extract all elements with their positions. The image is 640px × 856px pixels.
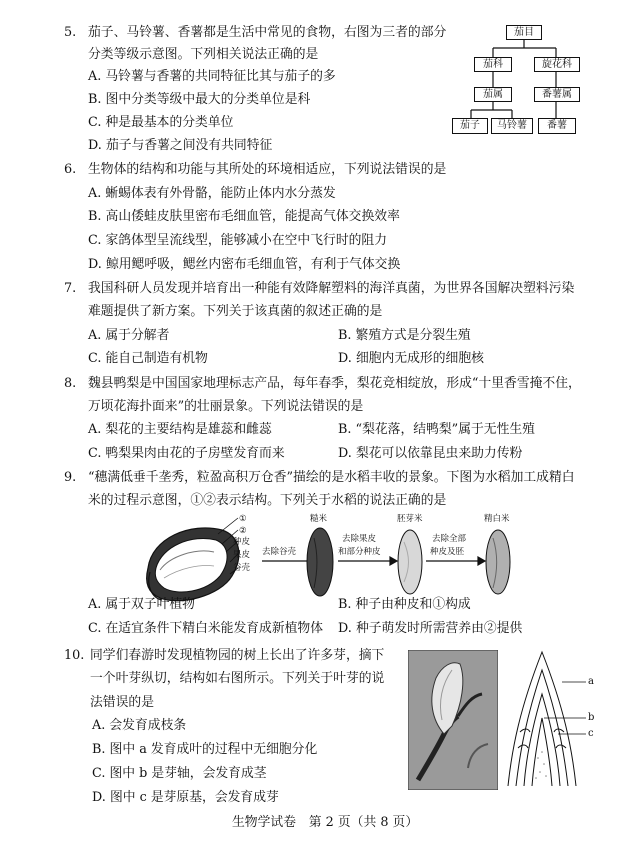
option-b: B. “梨花落，结鸭梨”属于无性生殖	[338, 422, 535, 437]
bud-label-a: a	[588, 676, 594, 687]
seed-label-1: ①	[239, 514, 247, 524]
option-b: B. 图中 a 发育成叶的过程中无细胞分化	[92, 742, 318, 757]
leaf-bud-photo	[408, 650, 498, 790]
germ-rice-grain	[398, 530, 422, 594]
option-c: C. 种是最基本的分类单位	[88, 115, 234, 130]
step-label: 去除全部	[432, 534, 467, 544]
question-stem-line: “穗满低垂千垄秀，粒盈高积万仓香”描绘的是水稻丰收的景象。下图为水稻加工成精白	[88, 470, 575, 485]
question-stem-line: 万顷花海扑面来”的壮丽景象。下列说法错误的是	[88, 399, 364, 414]
option-c: C. 在适宜条件下精白米能发育成新植物体	[88, 621, 324, 636]
option-d: D. 鲸用鳃呼吸，鳃丝内密布毛细血管，有利于气体交换	[88, 257, 401, 272]
question-number: 10.	[64, 648, 85, 663]
question-stem-line: 分类等级示意图。下列相关说法正确的是	[88, 47, 319, 62]
tree-node-species: 马铃薯	[491, 118, 533, 134]
seed-label-coat: 种皮	[233, 537, 251, 547]
option-d: D. 梨花可以依靠昆虫来助力传粉	[338, 446, 523, 461]
step-label: 和部分种皮	[338, 547, 381, 557]
question-stem-line: 茄子、马铃薯、香薯都是生活中常见的食物，右图为三者的部分	[88, 25, 447, 40]
question-stem-line: 我国科研人员发现并培育出一种能有效降解塑料的海洋真菌，为世界各国解决塑料污染	[88, 281, 575, 296]
tree-node-family: 旋花科	[534, 57, 580, 72]
stage-label-brown-rice: 糙米	[310, 514, 328, 524]
bud-label-b: b	[588, 712, 595, 723]
tree-node-genus: 茄属	[474, 87, 512, 102]
bud-label-c: c	[588, 728, 594, 739]
option-b: B. 繁殖方式是分裂生殖	[338, 328, 471, 343]
option-c: C. 家鸽体型呈流线型，能够减小在空中飞行时的阻力	[88, 233, 388, 248]
option-a: A. 属于双子叶植物	[88, 597, 195, 612]
question-number: 5.	[64, 25, 77, 40]
question-number: 9.	[64, 470, 77, 485]
question-stem-line: 同学们春游时发现植物园的树上长出了许多芽，摘下	[90, 648, 385, 663]
option-c: C. 能自己制造有机物	[88, 351, 208, 366]
step-label: 去除果皮	[342, 534, 377, 544]
question-stem-line: 魏县鸭梨是中国国家地理标志产品，每年春季，梨花竞相绽放，形成“十里香雪掩不住，	[88, 376, 581, 391]
option-a: A. 属于分解者	[88, 328, 170, 343]
option-a: A. 蜥蜴体表有外骨骼，能防止体内水分蒸发	[88, 186, 336, 201]
option-c: C. 图中 b 是芽轴，会发育成茎	[92, 766, 267, 781]
tree-connectors	[0, 0, 640, 160]
question-stem-line: 法错误的是	[90, 695, 154, 710]
seed-label-2: ②	[239, 526, 247, 536]
option-b: B. 图中分类等级中最大的分类单位是科	[88, 92, 311, 107]
tree-node-genus: 番薯属	[534, 87, 580, 102]
option-b: B. 高山倭蛙皮肤里密布毛细血管，能提高气体交换效率	[88, 209, 400, 224]
rice-grain-cutaway	[147, 528, 239, 601]
question-number: 7.	[64, 281, 77, 296]
option-b: B. 种子由种皮和①构成	[338, 597, 471, 612]
leaf-bud-section-drawing	[502, 648, 586, 788]
option-a: A. 马铃薯与香薯的共同特征比其与茄子的多	[88, 69, 336, 84]
stage-label-white-rice: 精白米	[484, 514, 510, 524]
step-label: 种皮及胚	[430, 547, 465, 557]
question-stem-line: 米的过程示意图，①②表示结构。下列关于水稻的说法正确的是	[88, 493, 447, 508]
option-d: D. 茄子与香薯之间没有共同特征	[88, 138, 273, 153]
option-c: C. 鸭梨果肉由花的子房壁发育而来	[88, 446, 285, 461]
step-label: 去除谷壳	[262, 547, 297, 557]
option-d: D. 细胞内无成形的细胞核	[338, 351, 484, 366]
option-d: D. 图中 c 是芽原基，会发育成芽	[92, 790, 279, 805]
option-a: A. 梨花的主要结构是雄蕊和雌蕊	[88, 422, 272, 437]
white-rice-grain	[486, 530, 510, 594]
page-footer: 生物学试卷 第 2 页（共 8 页）	[232, 815, 419, 830]
tree-node-order: 茄目	[506, 25, 542, 40]
question-number: 6.	[64, 162, 77, 177]
question-stem-line: 生物体的结构和功能与其所处的环境相适应，下列说法错误的是	[88, 162, 447, 177]
brown-rice-grain	[307, 528, 333, 596]
stage-label-germ-rice: 胚芽米	[397, 514, 423, 524]
option-a: A. 会发育成枝条	[92, 718, 187, 733]
question-stem-line: 一个叶芽纵切，结构如右图所示。下列关于叶芽的说	[90, 671, 385, 686]
tree-node-species: 茄子	[452, 118, 488, 134]
question-number: 8.	[64, 376, 77, 391]
seed-label-pericarp: 果皮	[233, 550, 251, 560]
question-stem-line: 难题提供了新方案。下列关于该真菌的叙述正确的是	[88, 304, 383, 319]
tree-node-species: 番薯	[538, 118, 576, 134]
seed-label-husk: 谷壳	[233, 563, 251, 573]
option-d: D. 种子萌发时所需营养由②提供	[338, 621, 523, 636]
tree-node-family: 茄科	[474, 57, 512, 72]
